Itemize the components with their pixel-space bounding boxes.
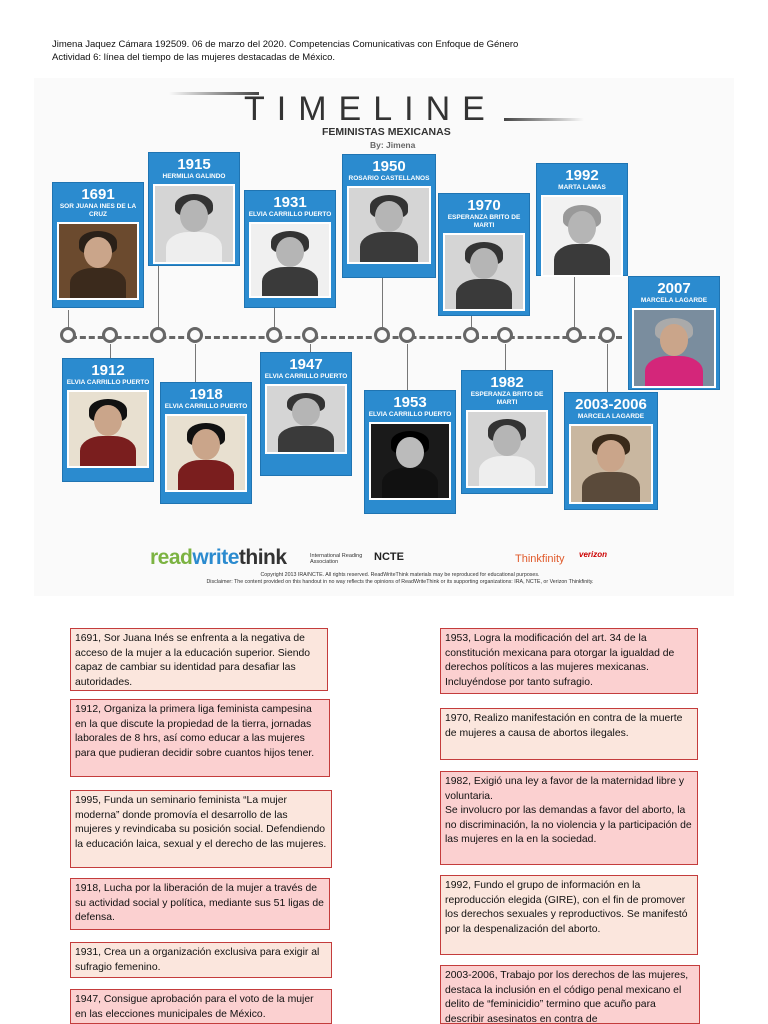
portrait-image [67,390,149,468]
portrait-image [57,222,139,300]
copyright-notice [160,572,640,585]
timeline-card-1953 [364,390,456,514]
timeline-node [150,327,166,343]
connector [274,308,275,328]
portrait-image [569,424,653,504]
title-decor-right [504,118,584,121]
portrait-image [466,410,548,488]
timeline-title: TIMELINE [244,90,497,128]
timeline-card-1691 [52,182,144,308]
card-year: 1918 [189,386,223,403]
portrait-image [165,414,247,492]
timeline-card-1931 [244,190,336,308]
card-year: 1915 [177,156,211,173]
timeline-card-2003-2006 [564,392,658,510]
card-name: ELVIA CARRILLO PUERTO [248,211,332,218]
timeline-card-1970 [438,193,530,316]
portrait-image [369,422,451,500]
connector [68,310,69,328]
card-year: 1947 [289,356,323,373]
timeline-subtitle: FEMINISTAS MEXICANAS [322,126,451,138]
note-1982: 1982, Exigió una ley a favor de la maternidad libre y voluntaria. Se involucro por las demandas a favor del aborto, la no discriminación, la no violencia y la participación de las mujeres en la en la sociedad. [440,771,698,865]
timeline-infographic [34,78,734,596]
card-name: ELVIA CARRILLO PUERTO [164,403,248,410]
card-name: HERMILIA GALINDO [162,173,226,180]
timeline-card-1912 [62,358,154,482]
portrait-image [265,384,347,454]
timeline-node [399,327,415,343]
card-year: 1950 [372,158,406,175]
card-year: 1953 [393,394,427,411]
connector [407,344,408,392]
card-year: 2007 [657,280,691,297]
timeline-node [463,327,479,343]
card-year: 1691 [81,186,115,203]
card-year: 1912 [91,362,125,379]
connector [505,344,506,372]
header-line-2: Actividad 6: línea del tiempo de las mujeres destacadas de México. [52,52,336,63]
connector [195,344,196,384]
note-1918: 1918, Lucha por la liberación de la mujer a través de su actividad social y política, mediante sus 51 ligas de defensa. [70,878,330,930]
ira-logo: International Reading Association [310,553,363,565]
portrait-image [443,233,525,311]
portrait-image [541,195,623,277]
card-name: ESPERANZA BRITO DE MARTI [447,214,521,229]
timeline-node [302,327,318,343]
thinkfinity-logo: Thinkfinity [515,553,565,565]
card-year: 1931 [273,194,307,211]
card-name: ELVIA CARRILLO PUERTO [66,379,150,386]
timeline-node [102,327,118,343]
note-2003-2006: 2003-2006, Trabajo por los derechos de las mujeres, destaca la inclusión en el código penal mexicano el delito de “feminicidio” termino que acuño para describir asesinatos en contra de [440,965,700,1024]
timeline-node [374,327,390,343]
connector [607,344,608,394]
timeline-card-1992 [536,163,628,276]
portrait-image [153,184,235,264]
card-year: 1970 [467,197,501,214]
timeline-card-2007 [628,276,720,390]
portrait-image [347,186,431,264]
connector [158,266,159,328]
portrait-image [249,222,331,298]
ncte-logo: NCTE [374,551,404,563]
timeline-node [497,327,513,343]
note-1947: 1947, Consigue aprobación para el voto de la mujer en las elecciones municipales de México. [70,989,332,1024]
disclaimer-text: Disclaimer: The content provided on this handout in no way reflects the opinions of ReadWriteThink or its supporting organizations: IRA, NCTE, or Verizon Thinkfinity. [206,578,594,585]
timeline-card-1918 [160,382,252,504]
readwritethink-logo: readwritethink [150,546,287,569]
header-line-1: Jimena Jaquez Cámara 192509. 06 de marzo del 2020. Competencias Comunicativas con Enfoque de Género [52,39,519,50]
portrait-image [632,308,716,388]
card-name: ESPERANZA BRITO DE MARTI [470,391,544,406]
card-year: 1992 [565,167,599,184]
timeline-author: By: Jimena [370,140,416,150]
timeline-node [60,327,76,343]
note-1953: 1953, Logra la modificación del art. 34 de la constitución mexicana para otorgar la igualdad de derechos políticos a las mujeres mexicanas. Incluyéndose por tanto sufragio. [440,628,698,694]
copyright-text: Copyright 2013 IRA/NCTE. All rights reserved. ReadWriteThink materials may be reproduced for educational purposes. [260,572,540,578]
card-name: MARTA LAMAS [558,184,606,191]
card-year: 1982 [490,374,524,391]
card-name: MARCELA LAGARDE [640,297,708,304]
document-header [52,38,518,64]
timeline-node [566,327,582,343]
timeline-node [187,327,203,343]
timeline-node [599,327,615,343]
timeline-axis [62,336,622,339]
card-year: 2003-2006 [575,396,647,413]
verizon-logo: verizon [579,550,608,559]
connector [382,278,383,328]
note-1691: 1691, Sor Juana Inés se enfrenta a la negativa de acceso de la mujer a la educación superior. Siendo capaz de cambiar su identidad para desafiar las autoridades. [70,628,328,691]
note-1970: 1970, Realizo manifestación en contra de la muerte de mujeres a causa de abortos ilegales. [440,708,698,760]
note-1992: 1992, Fundo el grupo de información en la reproducción elegida (GIRE), con el fin de promover los derechos sexuales y reproductivos. Se manifestó por la despenalización del aborto. [440,875,698,955]
note-1931: 1931, Crea un a organización exclusiva para exigir al sufragio femenino. [70,942,332,978]
timeline-card-1915 [148,152,240,266]
timeline-card-1982 [461,370,553,494]
note-1912: 1912, Organiza la primera liga feminista campesina en la que discute la propiedad de la tierra, jornadas laborales de 8 hrs, así como educar a las mujeres para que pudieran decidir sobre cuantos hijos tener. [70,699,330,777]
card-name: SOR JUANA INES DE LA CRUZ [59,203,137,218]
card-name: ELVIA CARRILLO PUERTO [368,411,452,418]
timeline-node [266,327,282,343]
card-name: ELVIA CARRILLO PUERTO [264,373,348,380]
timeline-card-1950 [342,154,436,278]
connector [574,276,575,328]
card-name: MARCELA LAGARDE [577,413,645,420]
card-name: ROSARIO CASTELLANOS [348,175,430,182]
timeline-card-1947 [260,352,352,476]
note-1995: 1995, Funda un seminario feminista “La mujer moderna” donde promovía el desarrollo de las mujeres y revindicaba su posición social. Defendiendo la educación laica, sexual y el derecho de las mujeres. [70,790,332,868]
